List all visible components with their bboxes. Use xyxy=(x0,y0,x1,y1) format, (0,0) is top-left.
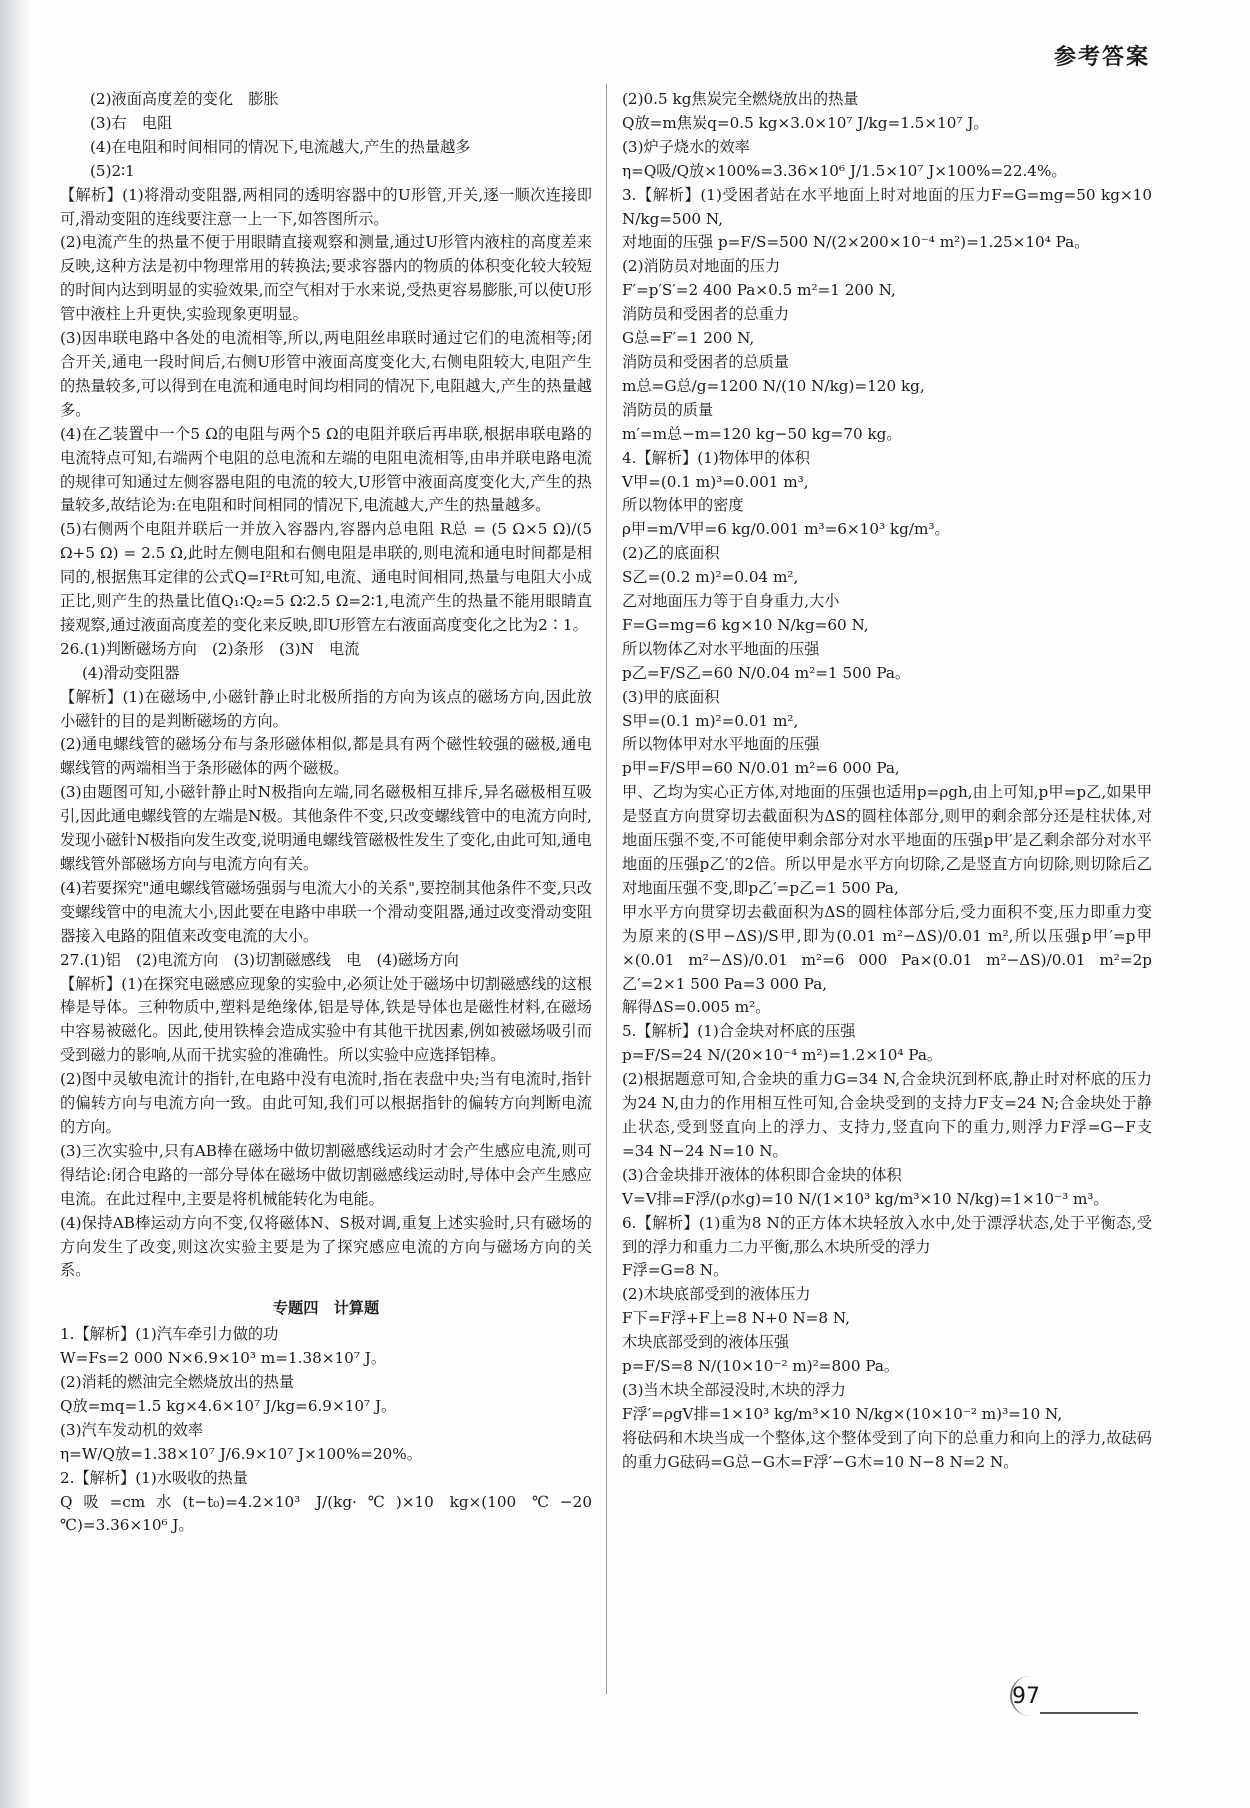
answer-paragraph: 26.(1)判断磁场方向 (2)条形 (3)N 电流 xyxy=(60,639,360,658)
book-spine-shadow xyxy=(0,0,30,1808)
answer-paragraph: 5.【解析】(1)合金块对杯底的压强 p=F/S=24 N/(20×10⁻⁴ m²)=1.2×10⁴ Pa。 xyxy=(622,1022,943,1065)
left-column xyxy=(60,88,597,1538)
answer-paragraph: (3)汽车发动机的效率 η=W/Q放=1.38×10⁷ J/6.9×10⁷ J×100%=20%。 xyxy=(60,1420,422,1463)
answer-paragraph: 1.【解析】(1)汽车牵引力做的功 W=Fs=2 000 N×6.9×10³ m=1.38×10⁷ J。 xyxy=(60,1325,387,1368)
answer-paragraph: (2)图中灵敏电流计的指针,在电路中没有电流时,指在表盘中央;当有电流时,指针的偏转方向与电流方向一致。由此可知,我们可以根据指针的偏转方向判断电流的方向。 xyxy=(60,1070,592,1136)
answer-paragraph: (2)消防员对地面的压力 F′=p′S′=2 400 Pa×0.5 m²=1 200 N, 消防员和受困者的总重力 G总=F′=1 200 N, 消防员和受困者的总质量 m总=G总/g=1200 N/(10 N/kg)=120 kg, 消防员的质量 m′=m总−m=120 kg−50 kg=70 kg。 xyxy=(622,257,925,443)
answer-paragraph: 【解析】(1)将滑动变阻器,两相同的透明容器中的U形管,开关,逐一顺次连接即可,滑动变阻的连线要注意一上一下,如答图所示。 xyxy=(60,185,592,228)
answer-paragraph: (3)由题图可知,小磁针静止时N极指向左端,同名磁极相互排斥,异名磁极相互吸引,因此通电螺线管的左端是N极。其他条件不变,只改变螺线管中的电流方向时,发现小磁针N极指向发生改变,说明通电螺线管磁极性发生了变化,由此可知,通电螺线管外部磁场方向与电流方向有关。 xyxy=(60,783,592,873)
answer-paragraph: (3)右 电阻 xyxy=(90,113,173,132)
answer-paragraph: 【解析】(1)在磁场中,小磁针静止时北极所指的方向为该点的磁场方向,因此放小磁针的目的是判断磁场的方向。 xyxy=(60,687,592,730)
answer-paragraph: (2)通电螺线管的磁场分布与条形磁体相似,都是具有两个磁性较强的磁极,通电螺线管的两端相当于条形磁体的两个磁极。 xyxy=(60,735,592,778)
answer-paragraph: 3.【解析】(1)受困者站在水平地面上时对地面的压力F=G=mg=50 kg×10 N/kg=500 N, 对地面的压强 p=F/S=500 N/(2×200×10⁻⁴ m²)=1.25×10⁴ Pa。 xyxy=(622,185,1152,252)
answer-paragraph: (5)2∶1 xyxy=(90,161,135,180)
answer-paragraph: (3)当木块全部浸没时,木块的浮力 F浮′=ρgV排=1×10³ kg/m³×10 N/kg×(10×10⁻² m)³=10 N, 将砝码和木块当成一个整体,这个整体受到了向下的总重力和向上的浮力,故砝码的重力G砝码=G总−G木=F浮′−G木=10 N−8 N=2 N。 xyxy=(622,1380,1152,1471)
answer-paragraph: (4)保持AB棒运动方向不变,仅将磁体N、S极对调,重复上述实验时,只有磁场的方向发生了改变,则这次实验主要是为了探究感应电流的方向与磁场方向的关系。 xyxy=(60,1213,592,1280)
answer-paragraph: (3)三次实验中,只有AB棒在磁场中做切割磁感线运动时才会产生感应电流,则可得结论:闭合电路的一部分导体在磁场中做切割磁感线运动时,导体中会产生感应电流。在此过程中,主要是将机械能转化为电能。 xyxy=(60,1141,592,1208)
answer-paragraph: 2.【解析】(1)水吸收的热量 Q吸=cm水(t−t₀)=4.2×10³ J/(kg·℃)×10 kg×(100 ℃−20 ℃)=3.36×10⁶ J。 xyxy=(60,1468,592,1535)
answer-paragraph: (2)乙的底面积 S乙=(0.2 m)²=0.04 m², 乙对地面压力等于自身重力,大小 F=G=mg=6 kg×10 N/kg=60 N, 所以物体乙对水平地面的压强 p乙=F/S乙=60 N/0.04 m²=1 500 Pa。 xyxy=(622,544,911,682)
answer-paragraph: 4.【解析】(1)物体甲的体积 V甲=(0.1 m)³=0.001 m³, 所以物体甲的密度 ρ甲=m/V甲=6 kg/0.001 m³=6×10³ kg/m³。 xyxy=(622,448,950,539)
answer-paragraph: 【解析】(1)在探究电磁感应现象的实验中,必须让处于磁场中切割磁感线的这根棒是导体。三种物质中,塑料是绝缘体,铝是导体,铁是导体也是磁性材料,在磁场中容易被磁化。因此,使用铁棒会造成实验中有其他干扰因素,例如被磁场吸引而受到磁力的影响,从而干扰实验的准确性。所以实验中应选择铝棒。 xyxy=(60,974,592,1065)
page-header-title: 参考答案 xyxy=(1053,45,1150,70)
answer-paragraph: (2)电流产生的热量不便于用眼睛直接观察和测量,通过U形管内液柱的高度差来反映,这种方法是初中物理常用的转换法;要求容器内的物质的体积变化较大较短的时间内达到明显的实验效果,而空气相对于水来说,受热更容易膨胀,可以使U形管中液柱上升更快,实验现象更明显。 xyxy=(60,233,592,324)
answer-paragraph: (4)滑动变阻器 xyxy=(82,663,180,682)
answer-paragraph: (2)0.5 kg焦炭完全燃烧放出的热量 Q放=m焦炭q=0.5 kg×3.0×10⁷ J/kg=1.5×10⁷ J。 xyxy=(622,90,989,132)
answer-paragraph: (2)木块底部受到的液体压力 F下=F浮+F上=8 N+0 N=8 N, 木块底部受到的液体压强 p=F/S=8 N/(10×10⁻² m)²=800 Pa。 xyxy=(622,1285,900,1376)
answer-paragraph: (3)甲的底面积 S甲=(0.1 m)²=0.01 m², 所以物体甲对水平地面的压强 p甲=F/S甲=60 N/0.01 m²=6 000 Pa, 甲、乙均为实心正方体,对地面的压强也适用p=ρgh,由上可知,p甲=p乙,如果甲是竖直方向贯穿切去截面积为ΔS的圆柱体部分,则甲的剩余部分还是柱状体,对地面压强不变,不可能使甲剩余部分对水平地面的压强p甲′是乙剩余部分对水平地面的压强p乙′的2倍。所以甲是水平方向切除,乙是竖直方向切除,则切除后乙对地面压强不变,即p乙′=p乙=1 500 Pa, 甲水平方向贯穿切去截面积为ΔS的圆柱体部分后,受力面积不变,压力即重力变为原来的(S甲−ΔS)/S甲,即为(0.01 m²−ΔS)/0.01 m²,所以压强p甲′=p甲×(0.01 m²−ΔS)/0.01 m²=6 000 Pa×(0.01 m²−ΔS)/0.01 m²=2p乙′=2×1 500 Pa=3 000 Pa, 解得ΔS=0.005 m²。 xyxy=(622,687,1152,1017)
answer-paragraph: (2)液面高度差的变化 膨胀 xyxy=(90,90,279,108)
answer-paragraph: 27.(1)铝 (2)电流方向 (3)切割磁感线 电 (4)磁场方向 xyxy=(60,950,459,969)
answer-paragraph: (3)炉子烧水的效率 η=Q吸/Q放×100%=3.36×10⁶ J/1.5×10⁷ J×100%=22.4%。 xyxy=(622,137,1067,180)
answer-paragraph: 6.【解析】(1)重为8 N的正方体木块轻放入水中,处于漂浮状态,处于平衡态,受到的浮力和重力二力平衡,那么木块所受的浮力 F浮=G=8 N。 xyxy=(622,1213,1152,1280)
page-number-underline xyxy=(1040,1712,1138,1714)
answer-paragraph: (4)在乙装置中一个5 Ω的电阻与两个5 Ω的电阻并联后再串联,根据串联电路的电流特点可知,右端两个电阻的总电流和左端的电阻电流相等,由串并联电路电流的规律可知通过左侧容器电阻的电流的较大,U形管中液面高度变化大,产生的热量较多,故结论为:在电阻和时间相同的情况下,电流越大,产生的热量越多。 xyxy=(60,424,592,515)
answer-paragraph: (3)因串联电路中各处的电流相等,所以,两电阻丝串联时通过它们的电流相等;闭合开关,通电一段时间后,右侧U形管中液面高度变化大,右侧电阻较大,电阻产生的热量较多,可以得到在电流和通电时间均相同的情况下,电阻越大,产生的热量越多。 xyxy=(60,329,592,419)
answer-paragraph: (4)若要探究"通电螺线管磁场强弱与电流大小的关系",要控制其他条件不变,只改变螺线管中的电流大小,因此要在电路中串联一个滑动变阻器,通过改变滑动变阻器接入电路的阻值来改变电流的大小。 xyxy=(60,878,592,945)
answer-paragraph: (4)在电阻和时间相同的情况下,电流越大,产生的热量越多 xyxy=(90,137,471,156)
section-heading: 专题四 计算题 xyxy=(272,1299,380,1318)
answer-paragraph: (2)根据题意可知,合金块的重力G=34 N,合金块沉到杯底,静止时对杯底的压力为24 N,由力的作用相互性可知,合金块受到的支持力F支=24 N;合金块处于静止状态,受到竖直向上的浮力、支持力,竖直向下的重力,则浮力F浮=G−F支=34 N−24 N=10 N。 xyxy=(622,1070,1152,1160)
answer-paragraph: (2)消耗的燃油完全燃烧放出的热量 Q放=mq=1.5 kg×4.6×10⁷ J/kg=6.9×10⁷ J。 xyxy=(60,1373,397,1415)
answer-paragraph: (3)合金块排开液体的体积即合金块的体积 V=V排=F浮/(ρ水g)=10 N/(1×10³ kg/m³×10 N/kg)=1×10⁻³ m³。 xyxy=(622,1165,1109,1208)
right-column xyxy=(622,88,1152,1475)
page-number: 97 xyxy=(1012,1684,1040,1709)
column-divider xyxy=(606,84,607,1694)
answer-paragraph: (5)右侧两个电阻并联后一并放入容器内,容器内总电阻 R总 = (5 Ω×5 Ω)/(5 Ω+5 Ω) = 2.5 Ω,此时左侧电阻和右侧电阻是串联的,则电流和通电时间都是相同的,根据焦耳定律的公式Q=I²Rt可知,电流、通电时间相同,热量与电阻大小成正比,则产生的热量比值Q₁∶Q₂=5 Ω∶2.5 Ω=2∶1,电流产生的热量不能用眼睛直接观察,通过液面高度差的变化来反映,即U形管左右液面高度变化之比为2∶1。 xyxy=(60,520,597,634)
